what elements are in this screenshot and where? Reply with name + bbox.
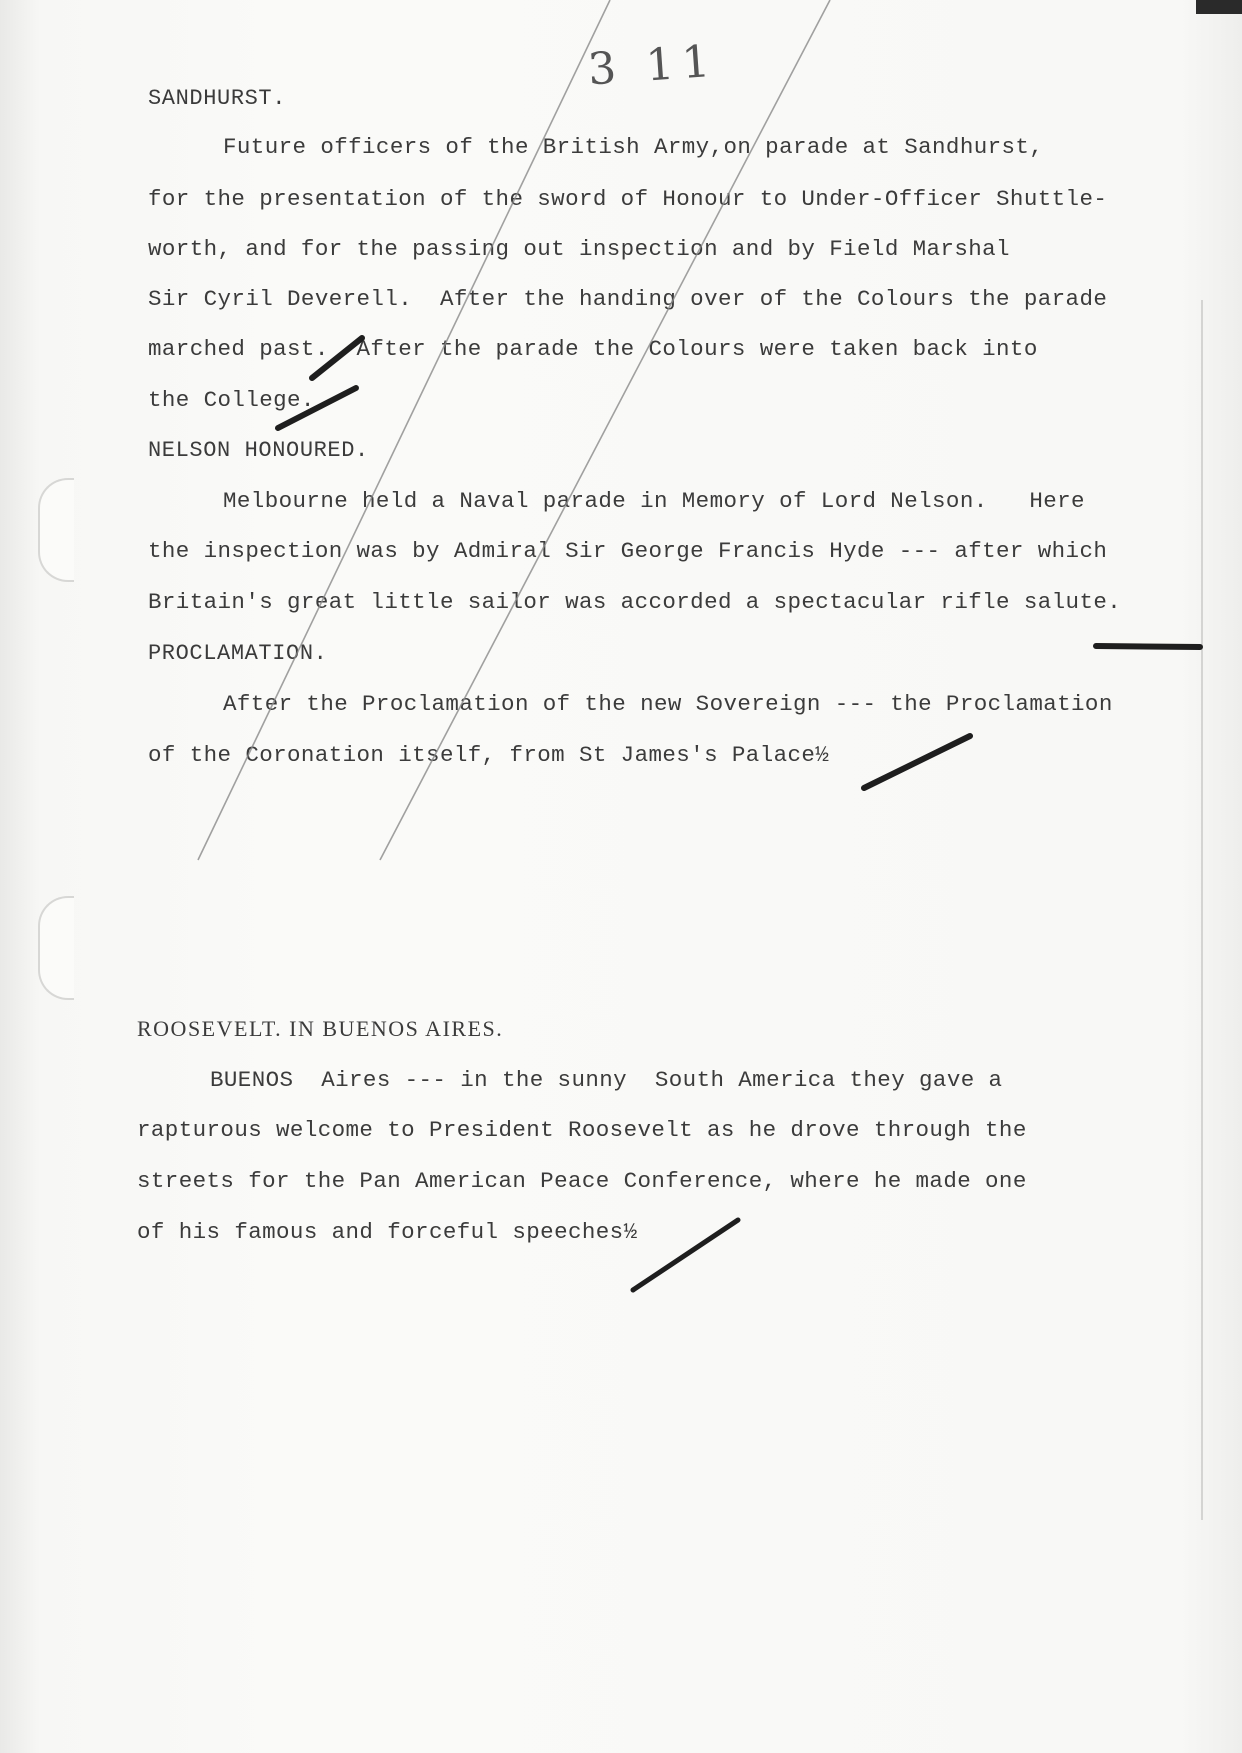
paragraph-line: Britain's great little sailor was accorded a spectacular rifle salute. — [148, 589, 1122, 615]
paragraph-line: After the Proclamation of the new Sovereign --- the Proclamation — [223, 691, 1113, 717]
marker-slash — [278, 388, 356, 428]
paragraph-line: worth, and for the passing out inspection and by Field Marshal — [148, 236, 1010, 262]
section-heading-nelson: NELSON HONOURED. — [148, 438, 369, 463]
section-heading-roosevelt: ROOSEVELT. IN BUENOS AIRES. — [137, 1016, 504, 1041]
pencil-stroke — [380, 0, 830, 860]
paragraph-line: the inspection was by Admiral Sir George Francis Hyde --- after which — [148, 538, 1108, 564]
paragraph-line: Melbourne held a Naval parade in Memory of Lord Nelson. Here — [223, 488, 1085, 514]
paragraph-line: for the presentation of the sword of Honour to Under-Officer Shuttle- — [148, 186, 1108, 212]
paragraph-line: Sir Cyril Deverell. After the handing over of the Colours the parade — [148, 286, 1108, 312]
section-heading-sandhurst: SANDHURST. — [148, 86, 287, 111]
paragraph-line: Future officers of the British Army,on parade at Sandhurst, — [223, 134, 1044, 160]
section-heading-proclamation: PROCLAMATION. — [148, 641, 328, 666]
pencil-stroke — [198, 0, 610, 860]
marker-slash — [633, 1220, 738, 1290]
page-mark: 3 11 — [586, 35, 720, 96]
paragraph-line: BUENOS Aires --- in the sunny South America they gave a — [210, 1067, 1003, 1093]
paragraph-line: marched past. After the parade the Colours were taken back into — [148, 336, 1038, 362]
paragraph-line: streets for the Pan American Peace Conference, where he made one — [137, 1168, 1027, 1194]
paragraph-line: of the Coronation itself, from St James's Palace½ — [148, 742, 830, 768]
marker-dash — [1096, 646, 1200, 647]
marker-slash — [312, 338, 362, 378]
marker-slash — [864, 736, 970, 788]
paragraph-line: the College. — [148, 387, 315, 413]
paragraph-line: rapturous welcome to President Roosevelt as he drove through the — [137, 1117, 1027, 1143]
paragraph-line: of his famous and forceful speeches½ — [137, 1219, 638, 1245]
